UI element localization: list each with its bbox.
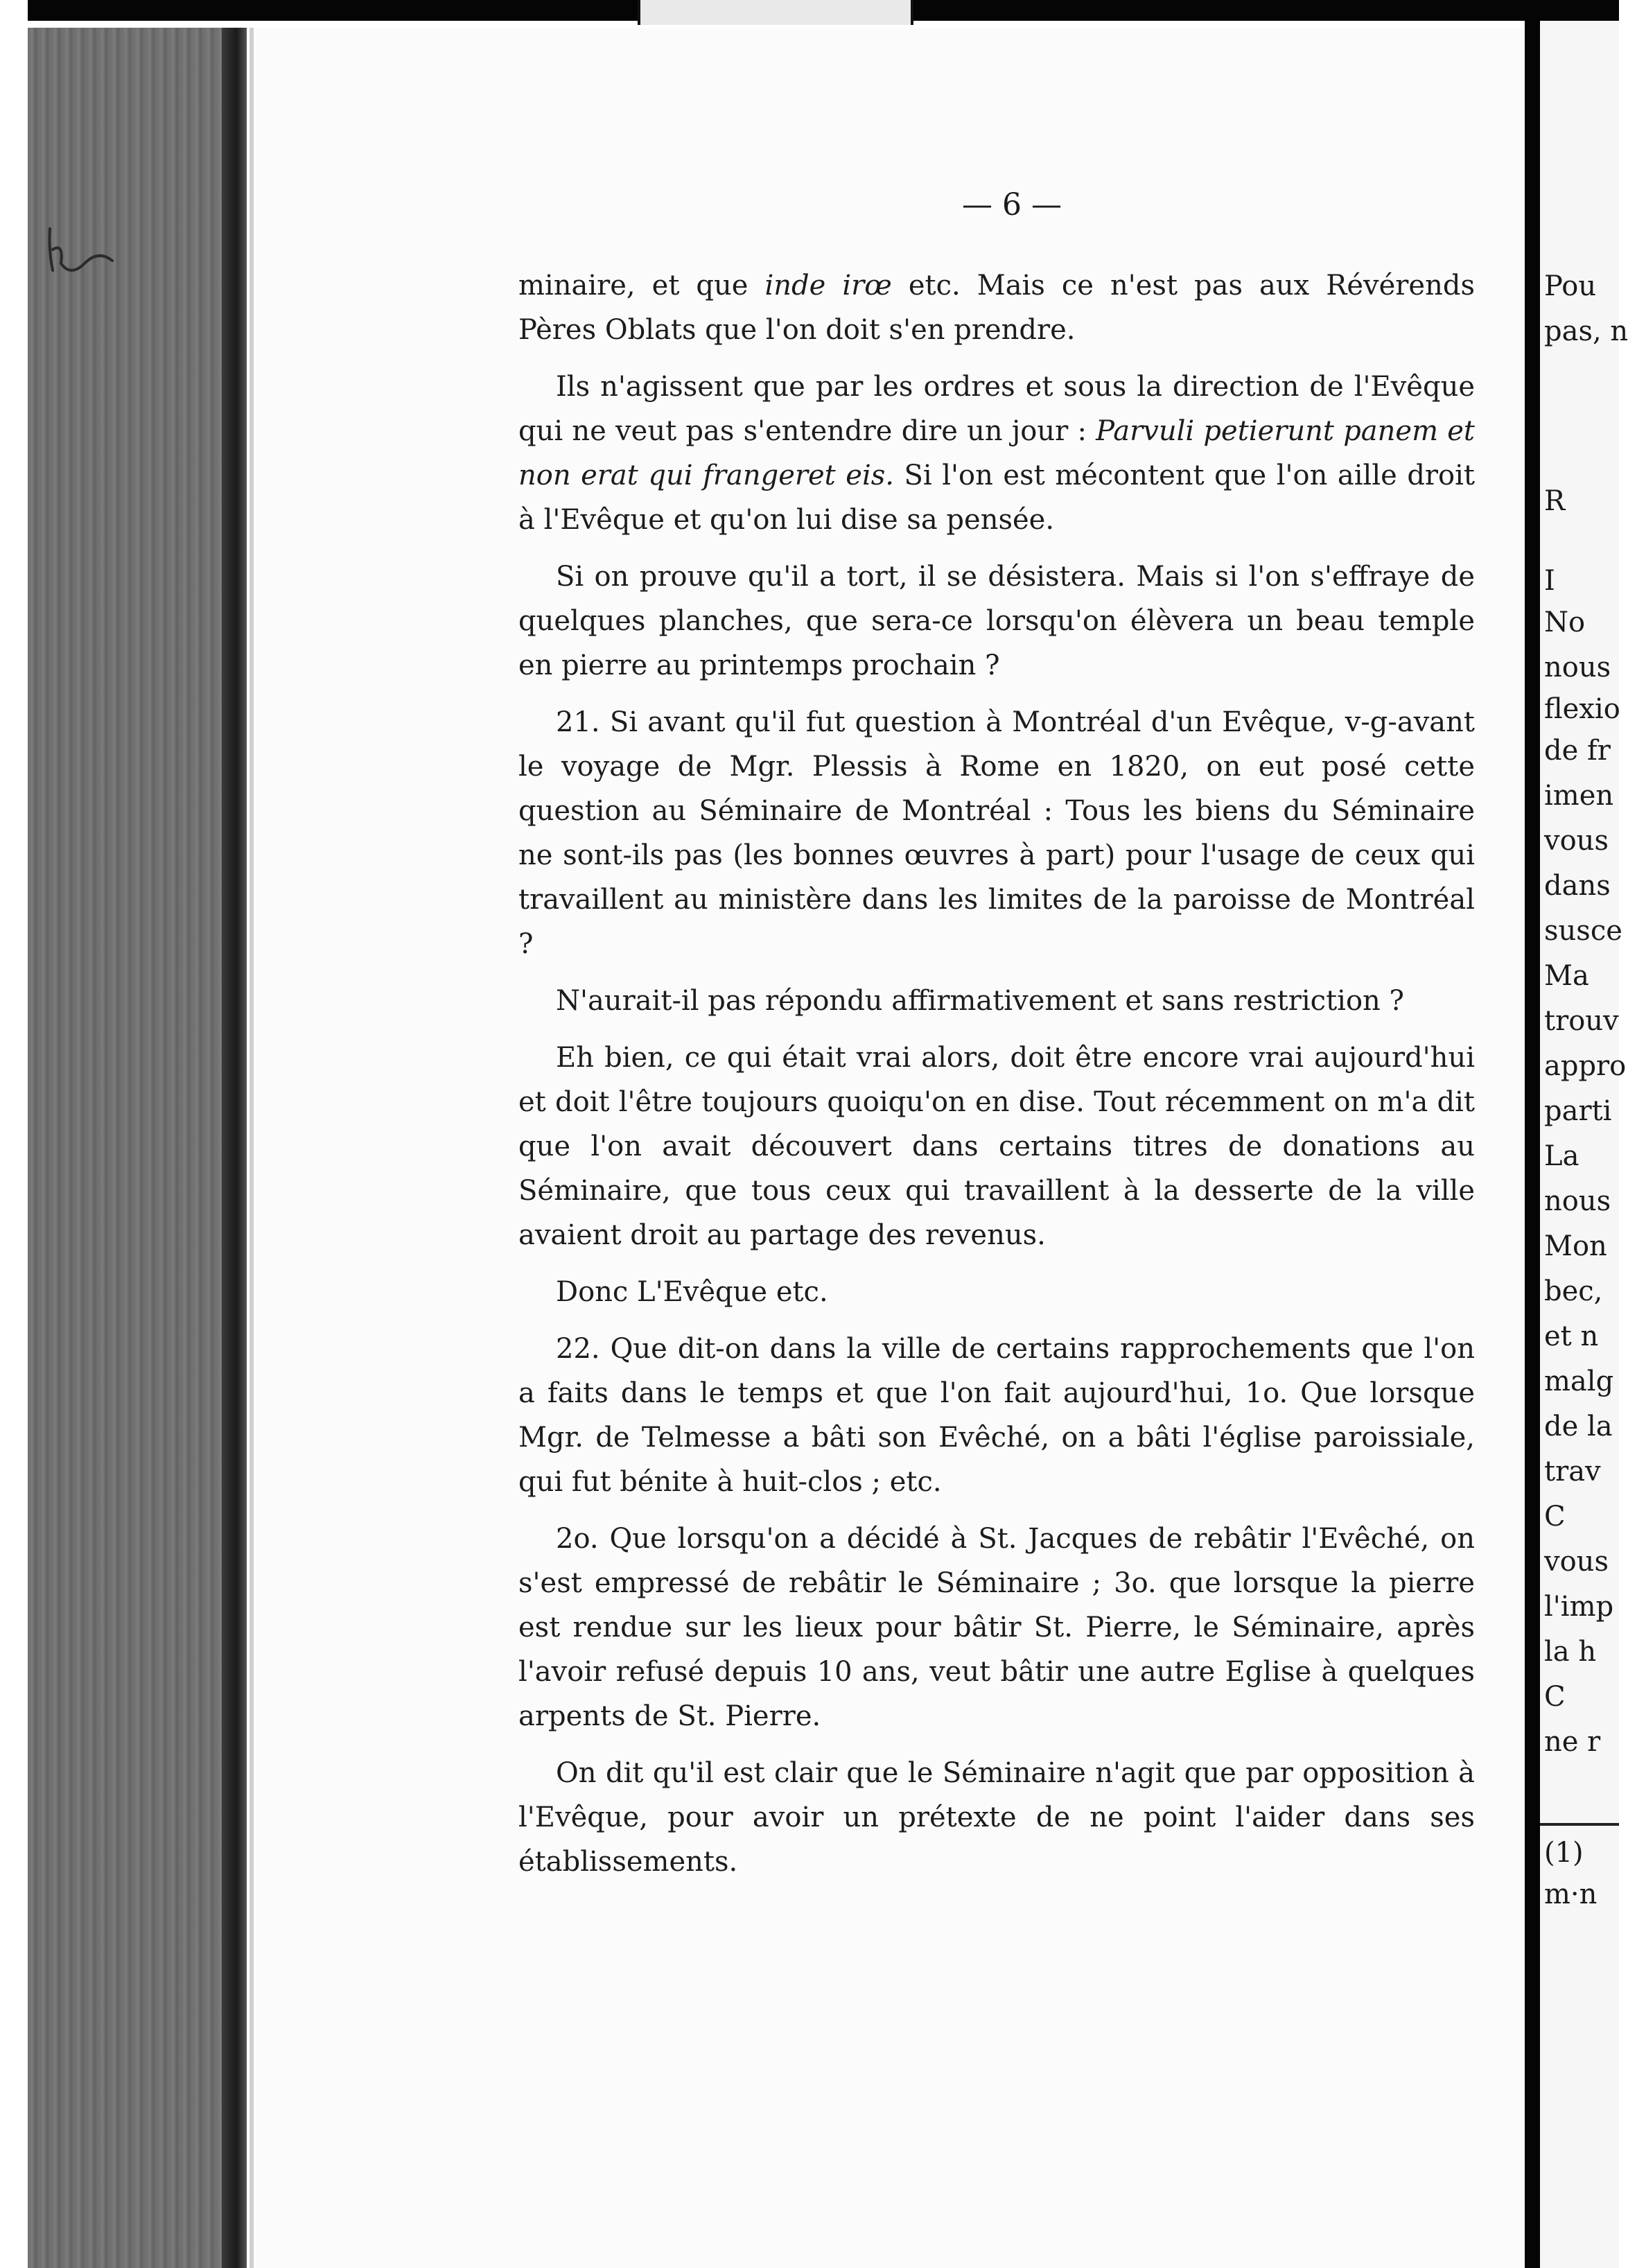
next-page-line: et n xyxy=(1544,1320,1599,1352)
footnote-rule xyxy=(1540,1823,1619,1826)
next-page-line: nous xyxy=(1544,652,1611,683)
next-page-line: (1) xyxy=(1544,1837,1584,1869)
next-page-line: de la xyxy=(1544,1411,1613,1442)
next-page-line: ne r xyxy=(1544,1726,1601,1758)
next-page-line: trouv xyxy=(1544,1005,1619,1037)
paragraph xyxy=(518,1270,1475,1314)
text-segment: N'aurait-il pas répondu affirmativement et sans restriction ? xyxy=(556,985,1404,1017)
next-page-line: vous xyxy=(1544,825,1609,857)
paragraph xyxy=(518,1517,1475,1738)
text-segment: etc. Mais ce n'est pas aux Révérends Pères Oblats que l'on doit s'en prendre. xyxy=(518,270,1475,346)
next-page-line: Mon xyxy=(1544,1230,1607,1262)
text-segment: Ils n'agissent que par les ordres et sous la direction de l'Evêque qui ne veut pas s'entendre dire un jour : xyxy=(518,371,1475,447)
paragraph xyxy=(518,1751,1475,1884)
next-page-line: R xyxy=(1544,485,1566,517)
next-page-line: dans xyxy=(1544,870,1611,902)
next-page-line: m·n xyxy=(1544,1878,1598,1910)
next-page-line: vous xyxy=(1544,1546,1609,1578)
text-segment: minaire, et que xyxy=(518,270,765,302)
text-segment: 2o. Que lorsqu'on a décidé à St. Jacques de rebâtir l'Evêché, on s'est empressé de rebâtir le Séminaire ; 3o. que lorsque la pierre est rendue sur les lieux pour bâtir St. Pierre, le Séminaire, après l'avoir refusé depuis 10 ans, veut bâtir une autre Eglise à quelques arpents de St. Pierre. xyxy=(518,1523,1475,1732)
next-page-line: flexio xyxy=(1544,693,1620,725)
scan-left-margin xyxy=(0,0,28,2268)
next-page-line: pas, n xyxy=(1544,315,1628,347)
next-page-line: C xyxy=(1544,1681,1566,1713)
next-page-fragment xyxy=(1540,21,1628,2268)
text-segment: 21. Si avant qu'il fut question à Montréal d'un Evêque, v-g-avant le voyage de Mgr. Plessis à Rome en 1820, on eut posé cette question au Séminaire de Montréal : Tous les biens du Séminaire ne sont-ils pas (les bonnes œuvres à part) pour l'usage de ceux qui travaillent au ministère dans les limites de la paroisse de Montréal ? xyxy=(518,706,1475,960)
book-spine-shadow xyxy=(222,28,247,2268)
text-segment: Si on prouve qu'il a tort, il se désistera. Mais si l'on s'effraye de quelques planches, que sera-ce lorsqu'on élèvera un beau temple en pierre au printemps prochain ? xyxy=(518,561,1475,681)
text-segment: On dit qu'il est clair que le Séminaire n'agit que par opposition à l'Evêque, pour avoir un prétexte de ne point l'aider dans ses établissements. xyxy=(518,1757,1475,1878)
next-page-line: l'imp xyxy=(1544,1591,1614,1623)
paragraph xyxy=(518,979,1475,1023)
italic-latin-phrase: inde irœ xyxy=(764,270,892,302)
next-page-line: bec, xyxy=(1544,1275,1603,1307)
next-page-line: No xyxy=(1544,607,1586,638)
next-page-line: imen xyxy=(1544,780,1614,812)
pencil-mark-icon xyxy=(43,222,126,298)
paragraph xyxy=(518,263,1475,352)
next-page-line: de fr xyxy=(1544,735,1611,767)
paragraph xyxy=(518,555,1475,688)
next-page-line: malg xyxy=(1544,1366,1614,1397)
next-page-line: Pou xyxy=(1544,270,1597,302)
next-page-line: I xyxy=(1544,565,1555,597)
text-segment: Si l'on est mécontent que l'on aille droit à l'Evêque et qu'on lui dise sa pensée. xyxy=(518,460,1475,536)
text-segment: Donc L'Evêque etc. xyxy=(556,1276,828,1308)
book-page-edges xyxy=(28,28,236,2268)
page-gutter xyxy=(1525,0,1540,2268)
paragraph xyxy=(518,1036,1475,1257)
page-number: — 6 — xyxy=(962,187,1062,223)
paragraph xyxy=(518,1327,1475,1504)
body-text xyxy=(518,263,1475,1896)
text-segment: 22. Que dit-on dans la ville de certains rapprochements que l'on a faits dans le temps et que l'on fait aujourd'hui, 1o. Que lorsque Mgr. de Telmesse a bâti son Evêché, on a bâti l'église paroissiale, qui fut bénite à huit-clos ; etc. xyxy=(518,1333,1475,1498)
paragraph xyxy=(518,700,1475,966)
next-page-line: Ma xyxy=(1544,960,1589,992)
next-page-line: susce xyxy=(1544,915,1622,947)
text-segment: Eh bien, ce qui était vrai alors, doit être encore vrai aujourd'hui et doit l'être toujours quoiqu'on en dise. Tout récemment on m'a dit que l'on avait découvert dans certains titres de donations au Séminaire, que tous ceux qui travaillent à la desserte de la ville avaient droit au partage des revenus. xyxy=(518,1042,1475,1251)
next-page-line: La xyxy=(1544,1140,1579,1172)
scan-top-tab xyxy=(638,0,913,25)
italic-latin-phrase: Parvuli petierunt panem et non erat qui frangeret eis. xyxy=(518,415,1475,491)
next-page-line: trav xyxy=(1544,1456,1601,1488)
next-page-line: C xyxy=(1544,1501,1566,1533)
paragraph xyxy=(518,365,1475,542)
next-page-line: appro xyxy=(1544,1050,1627,1082)
next-page-line: parti xyxy=(1544,1095,1612,1127)
next-page-line: nous xyxy=(1544,1185,1611,1217)
next-page-line: la h xyxy=(1544,1636,1597,1668)
